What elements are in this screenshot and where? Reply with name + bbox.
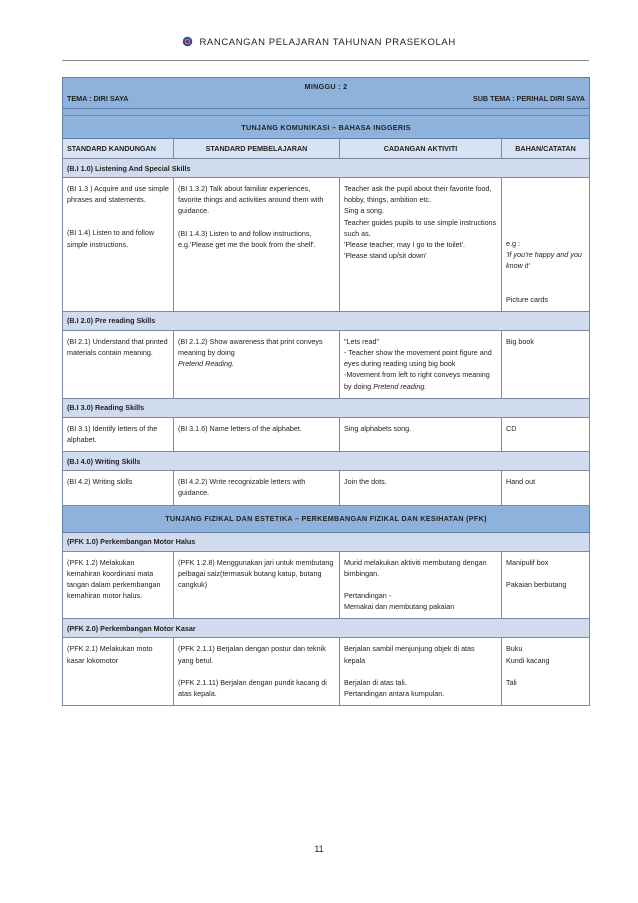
- cell-text: (BI 2.1.2) Show awareness that print conveys meaning by doing: [178, 336, 323, 358]
- tunjang-fizikal-bar: [63, 505, 590, 532]
- aktiviti-cell: [340, 551, 502, 619]
- subtheme-label: SUB TEMA : PERIHAL DIRI SAYA: [472, 94, 585, 103]
- kandungan-cell: [63, 330, 174, 398]
- cell-text: Sing a song.: [344, 206, 384, 216]
- pembelajaran-cell: [174, 417, 340, 451]
- cell-text: Teacher ask the pupil about their favorite food, hobby, things, ambition etc.: [344, 184, 492, 205]
- col-standard-kandungan: STANDARD KANDUNGAN: [63, 139, 174, 159]
- cell-text: Buku: [506, 644, 523, 654]
- cell-text: (PFK 2.1.11) Berjalan dengan pundit kacang di atas kepala.: [178, 677, 327, 699]
- section-title: (B.I 3.0) Reading Skills: [63, 398, 590, 417]
- bahan-cell: [502, 417, 590, 451]
- cell-text: (BI 4.2.2) Write recognizable letters with guidance.: [178, 477, 306, 498]
- emblem-icon: [182, 36, 193, 47]
- cell-text: (PFK 1.2.8) Menggunakan jari untuk membutang pelbagai saiz(termasuk butang katup, butang cangkuk): [178, 557, 334, 590]
- cell-text: (BI 4.2) Writing skills: [67, 477, 133, 487]
- cell-text: 'If you're happy and you know it': [506, 250, 582, 271]
- cell-text: Pretend reading.: [373, 381, 427, 391]
- section-header: [63, 532, 590, 551]
- cell-text: Sing alphabets song.: [344, 423, 412, 433]
- cell-text: CD: [506, 423, 517, 433]
- pembelajaran-cell: [174, 330, 340, 398]
- cell-text: Tali: [506, 677, 517, 687]
- cell-text: (BI 1.4.3) Listen to and follow instructions, e.g.'Please get me the book from the shelf'.: [178, 228, 316, 249]
- section-header: [63, 311, 590, 330]
- table-row: [63, 551, 590, 619]
- table-row: [63, 330, 590, 398]
- col-bahan-catatan: BAHAN/CATATAN: [502, 139, 590, 159]
- cell-text: (PFK 1.2) Melakukan kemahiran koordinasi mata tangan dalam perkembangan kemahiran motor halus.: [67, 557, 161, 601]
- bahan-cell: [502, 551, 590, 619]
- cell-text: Berjalan di atas tali.: [344, 677, 407, 687]
- cell-text: (BI 3.1) Identify letters of the alphabet.: [67, 423, 158, 445]
- kandungan-cell: [63, 551, 174, 619]
- aktiviti-cell: [340, 471, 502, 505]
- cell-text: 'Please teacher, may I go to the toilet'.: [344, 240, 466, 250]
- cell-text: Pakaian berbutang: [506, 579, 567, 589]
- cell-text: 'Please stand up/sit down': [344, 251, 427, 261]
- cell-text: e.g :: [506, 239, 520, 248]
- cell-text: Teacher guides pupils to use simple instructions such as,: [344, 217, 497, 238]
- cell-text: Pertandingan -: [344, 591, 392, 601]
- week-banner: [63, 78, 590, 109]
- section-header: [63, 452, 590, 471]
- cell-text: Murid melakukan aktiviti membutang dengan bimbingan.: [344, 557, 487, 578]
- table-row: [63, 638, 590, 706]
- table-row: [63, 417, 590, 451]
- col-standard-pembelajaran: STANDARD PEMBELAJARAN: [174, 139, 340, 159]
- aktiviti-cell: [340, 417, 502, 451]
- week-label: MINGGU : 2: [304, 82, 348, 91]
- bahan-cell: [502, 178, 590, 312]
- section-title: (PFK 1.0) Perkembangan Motor Halus: [63, 532, 590, 551]
- column-header-row: [63, 139, 590, 159]
- cell-text: (BI 1.3.2) Talk about familiar experiences, favorite things and activities around them with guidance.: [178, 184, 324, 216]
- cell-text: (PFK 2.1.1) Berjalan dengan postur dan teknik yang betul.: [178, 644, 326, 665]
- page-number: 11: [314, 844, 324, 854]
- section-title: (B.I 4.0) Writing Skills: [63, 452, 590, 471]
- cell-text: Hand out: [506, 477, 536, 487]
- cell-text: (BI 1.3 ) Acquire and use simple phrases and statements.: [67, 184, 169, 205]
- section-header: [63, 619, 590, 638]
- cell-text: Memakai dan membutang pakaian: [344, 602, 455, 612]
- cell-text: "Lets read": [344, 336, 380, 346]
- cell-text: Kundi kacang: [506, 655, 550, 665]
- bahan-cell: [502, 330, 590, 398]
- pembelajaran-cell: [174, 178, 340, 312]
- bahan-cell: [502, 471, 590, 505]
- cell-text: (BI 3.1.6) Name letters of the alphabet.: [178, 423, 302, 433]
- col-cadangan-aktiviti: CADANGAN AKTIVITI: [340, 139, 502, 159]
- cell-text: Big book: [506, 336, 534, 346]
- banner-spacer: [63, 109, 590, 116]
- cell-text: (PFK 2.1) Melakukan moto kasar lokomotor: [67, 644, 153, 665]
- cell-text: Join the dots.: [344, 477, 387, 487]
- section-title: (PFK 2.0) Perkembangan Motor Kasar: [63, 619, 590, 638]
- header-title: RANCANGAN PELAJARAN TAHUNAN PRASEKOLAH: [199, 37, 456, 48]
- cell-text: -Movement from left to right conveys meaning by doing: [344, 370, 490, 391]
- cell-text: (BI 2.1) Understand that printed materials contain meaning.: [67, 336, 168, 358]
- cell-text: Pertandingan antara kumpulan.: [344, 689, 445, 699]
- aktiviti-cell: [340, 638, 502, 706]
- lesson-plan-table: [62, 77, 589, 706]
- pembelajaran-cell: [174, 471, 340, 505]
- aktiviti-cell: [340, 178, 502, 312]
- kandungan-cell: [63, 638, 174, 706]
- cell-text: Manipulif box: [506, 557, 549, 567]
- section-header: [63, 159, 590, 178]
- kandungan-cell: [63, 178, 174, 312]
- section-title: (B.I 2.0) Pre reading Skills: [63, 311, 590, 330]
- cell-text: - Teacher show the movement point figure and eyes during reading using big book: [344, 348, 492, 369]
- kandungan-cell: [63, 417, 174, 451]
- cell-text: Picture cards: [506, 294, 548, 304]
- header-divider: [62, 60, 589, 61]
- bahan-cell: [502, 638, 590, 706]
- pembelajaran-cell: [174, 551, 340, 619]
- aktiviti-cell: [340, 330, 502, 398]
- table-row: [63, 471, 590, 505]
- tunjang-komunikasi-title: TUNJANG KOMUNIKASI – BAHASA INGGERIS: [63, 116, 590, 139]
- pembelajaran-cell: [174, 638, 340, 706]
- section-title: (B.I 1.0) Listening And Special Skills: [63, 159, 590, 178]
- table-row: [63, 178, 590, 312]
- theme-label: TEMA : DIRI SAYA: [67, 94, 129, 103]
- cell-text: (BI 1.4) Listen to and follow simple instructions.: [67, 228, 155, 249]
- cell-text: Pretend Reading.: [178, 359, 234, 369]
- cell-text: Berjalan sambil menjunjung objek di atas kepala: [344, 644, 475, 665]
- section-header: [63, 398, 590, 417]
- kandungan-cell: [63, 471, 174, 505]
- tunjang-fizikal-title: TUNJANG FIZIKAL DAN ESTETIKA – PERKEMBANGAN FIZIKAL DAN KESIHATAN (PFK): [63, 505, 590, 532]
- page-header: [0, 36, 638, 48]
- tunjang-komunikasi-bar: [63, 116, 590, 139]
